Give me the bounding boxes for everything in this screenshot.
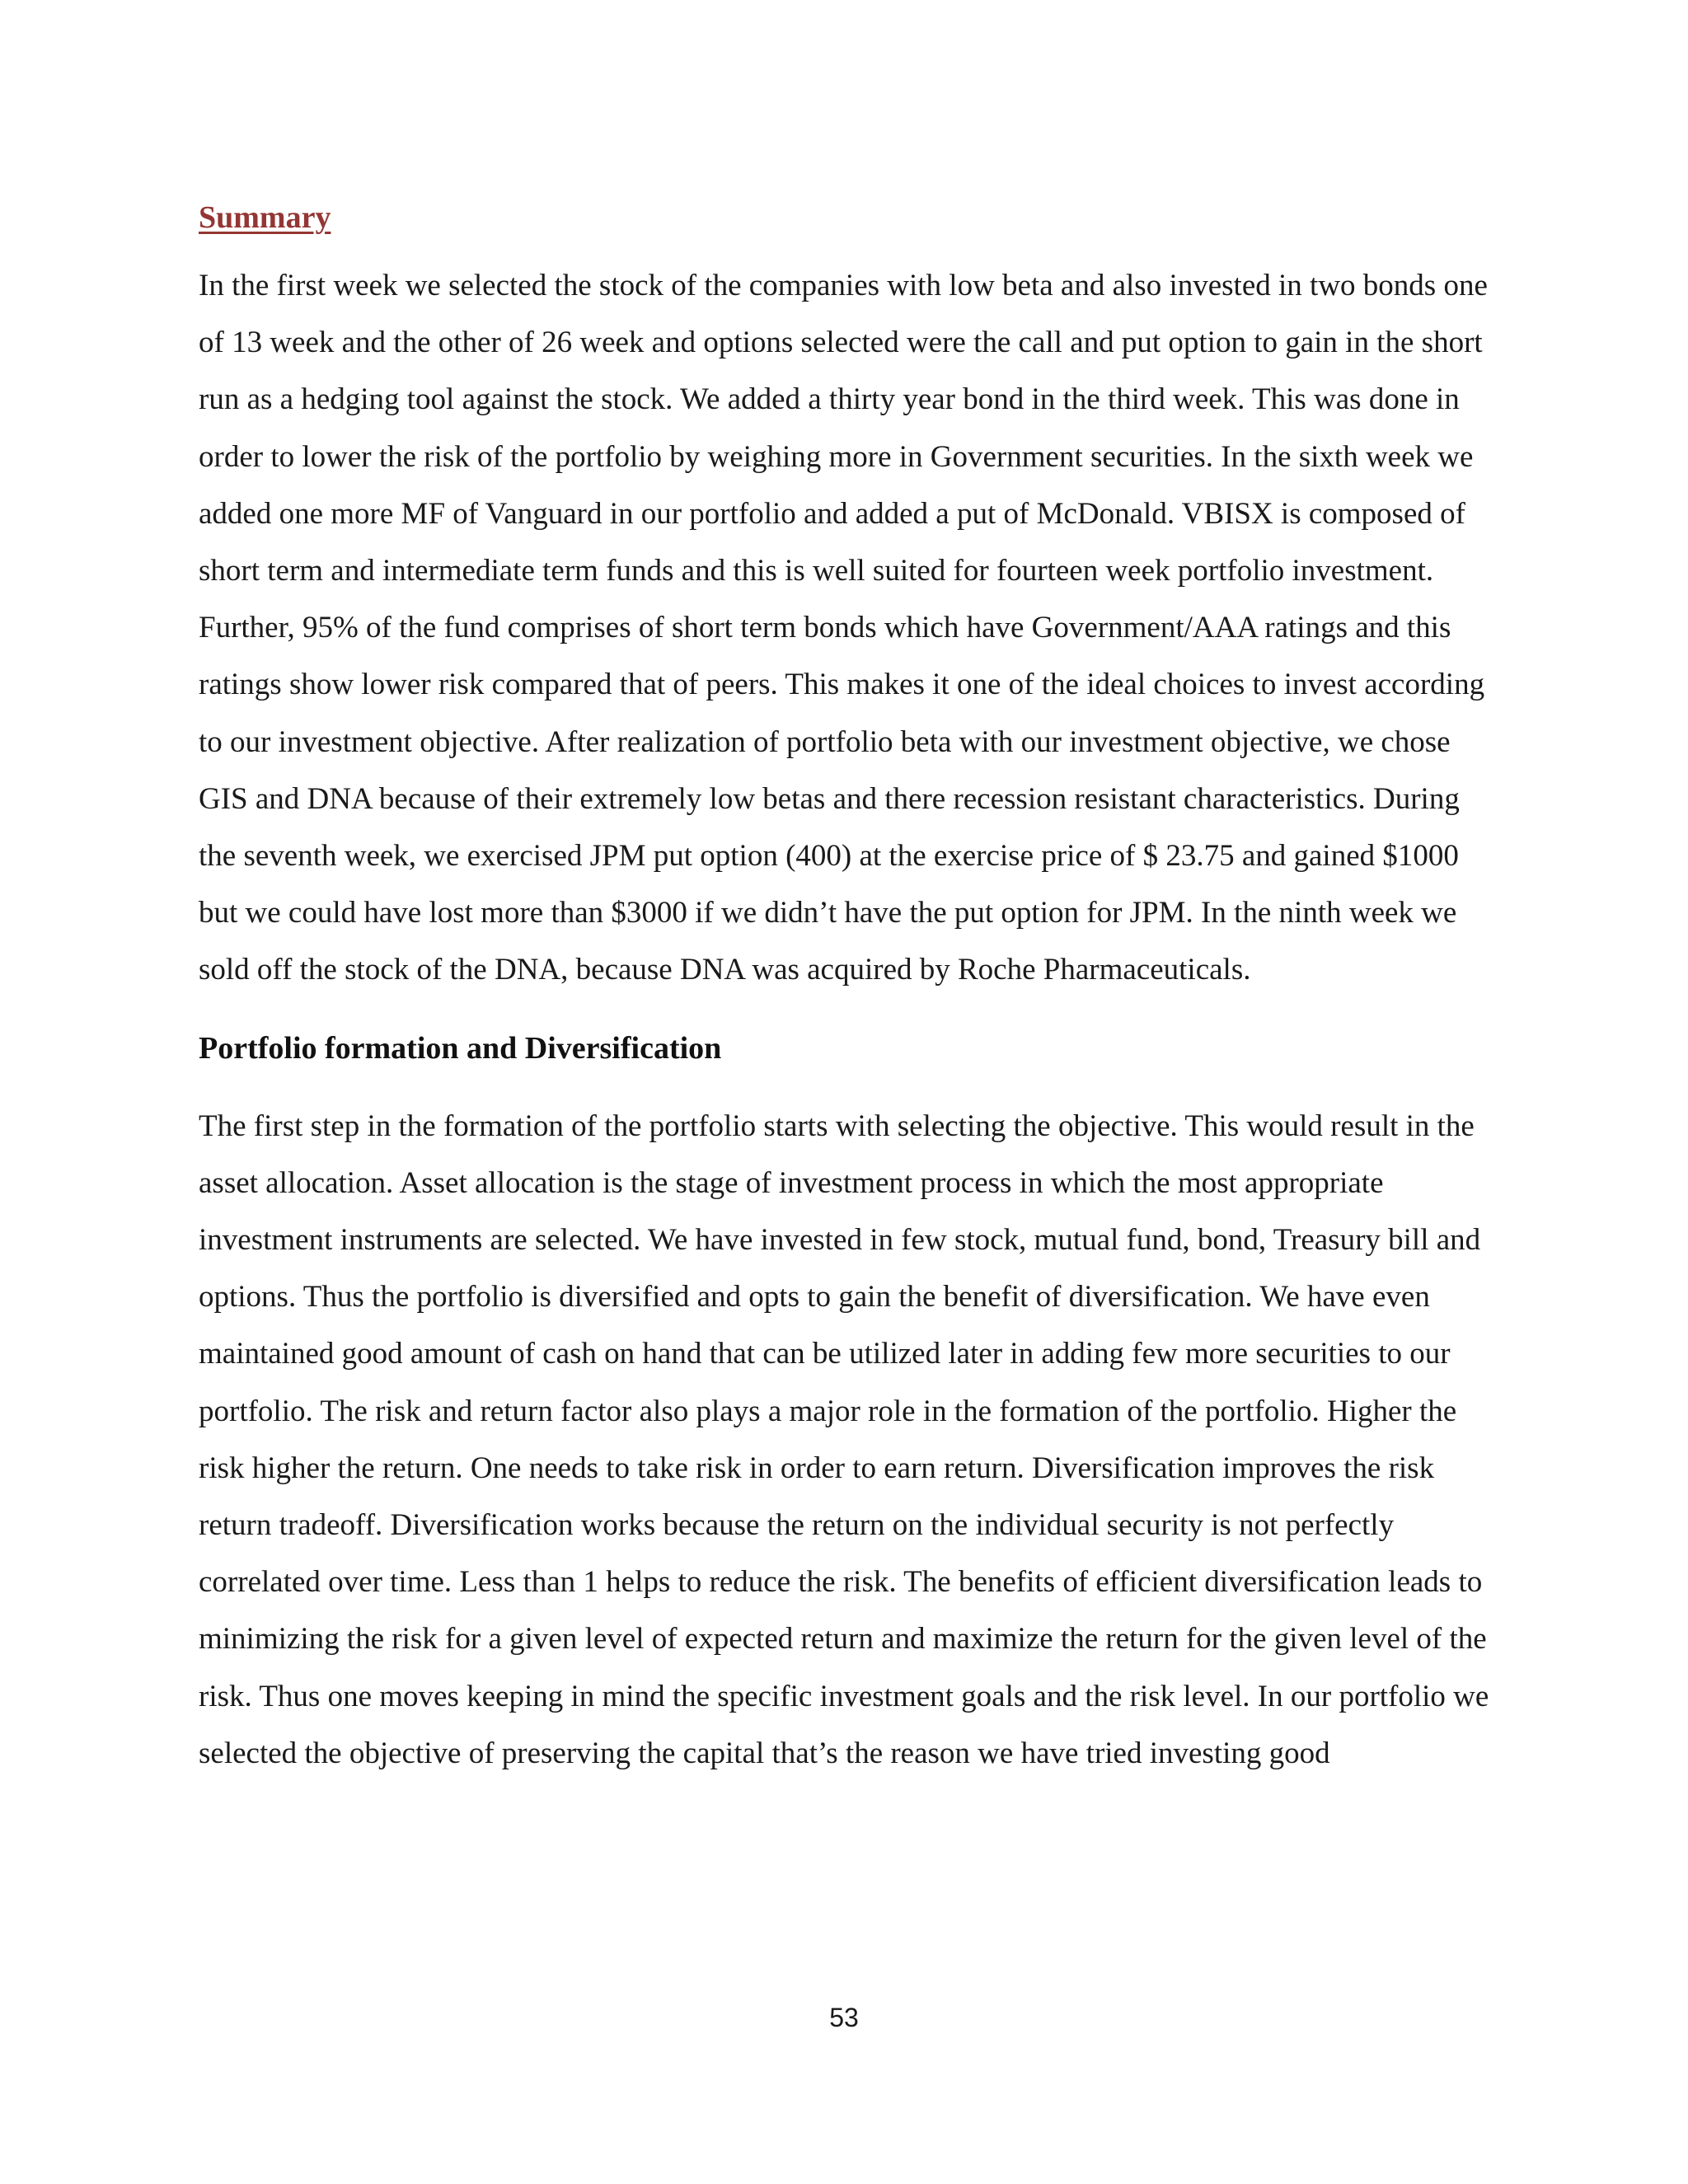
portfolio-formation-paragraph: The first step in the formation of the portfolio starts with selecting the objective. This would result in the asset allocation. Asset allocation is the stage of investment process in which the most appropriate investment instruments are selected. We have invested in few stock, mutual fund, bond, Treasury bill and options. Thus the portfolio is diversified and opts to gain the benefit of diversification. We have even maintained good amount of cash on hand that can be utilized later in adding few more securities to our portfolio. The risk and return factor also plays a major role in the formation of the portfolio. Higher the risk higher the return. One needs to take risk in order to earn return. Diversification improves the risk return tradeoff. Diversification works because the return on the individual security is not perfectly correlated over time. Less than 1 helps to reduce the risk. The benefits of efficient diversification leads to minimizing the risk for a given level of expected return and maximize the return for the given level of the risk. Thus one moves keeping in mind the specific investment goals and the risk level. In our portfolio we selected the objective of preserving the capital that’s the reason we have tried investing good xyxy=(199,1108,1489,1770)
page-number: 53 xyxy=(829,2003,859,2032)
summary-heading: Summary xyxy=(199,200,331,235)
summary-paragraph: In the first week we selected the stock of the companies with low beta and also invested in two bonds one of 13 week and the other of 26 week and options selected were the call and put option to gain in the short run as a hedging tool against the stock. We added a thirty year bond in the third week. This was done in order to lower the risk of the portfolio by weighing more in Government securities. In the sixth week we added one more MF of Vanguard in our portfolio and added a put of McDonald. VBISX is composed of short term and intermediate term funds and this is well suited for fourteen week portfolio investment. Further, 95% of the fund comprises of short term bonds which have Government/AAA ratings and this ratings show lower risk compared that of peers. This makes it one of the ideal choices to invest according to our investment objective. After realization of portfolio beta with our investment objective, we chose GIS and DNA because of their extremely low betas and there recession resistant characteristics. During the seventh week, we exercised JPM put option (400) at the exercise price of $ 23.75 and gained $1000 but we could have lost more than $3000 if we didn’t have the put option for JPM. In the ninth week we sold off the stock of the DNA, because DNA was acquired by Roche Pharmaceuticals. xyxy=(199,269,1488,987)
portfolio-formation-heading: Portfolio formation and Diversification xyxy=(199,1030,722,1066)
page-content xyxy=(199,196,1501,1782)
